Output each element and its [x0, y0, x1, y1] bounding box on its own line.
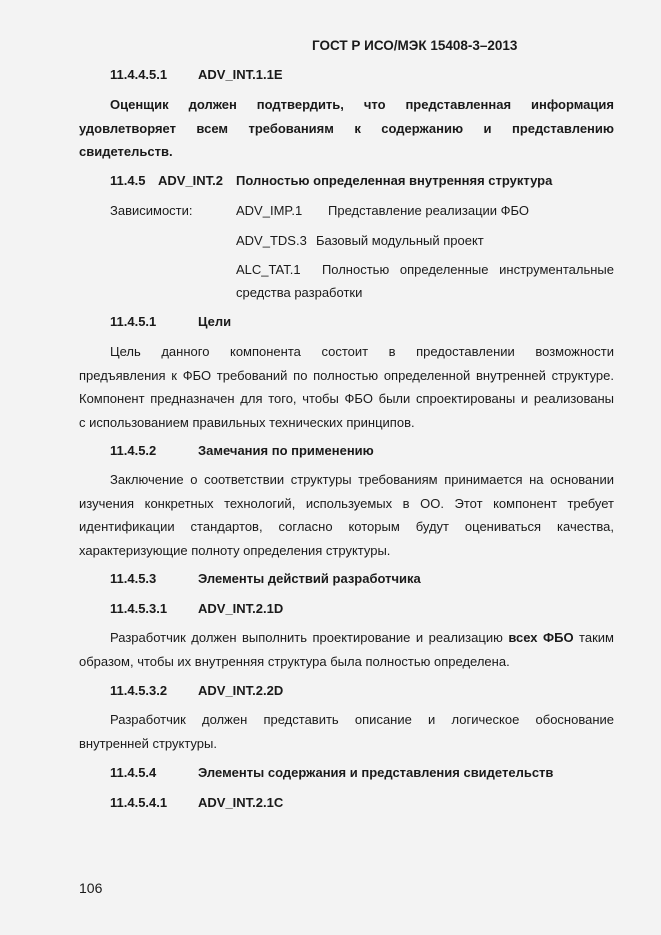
text-line: [79, 626, 614, 650]
section-title: ADV_INT.2.1D: [198, 601, 284, 616]
section-number: 11.4.5.4: [110, 765, 157, 780]
section-number: 11.4.5.4.1: [110, 795, 168, 810]
dependency-text: Базовый модульный проект: [316, 233, 484, 248]
section-number: 11.4.5: [110, 173, 146, 188]
dependencies-label: Зависимости:: [110, 203, 193, 218]
section-title: Элементы содержания и представления свидетельств: [198, 765, 554, 780]
text-run: Разработчик должен выполнить проектирование и реализацию: [110, 630, 509, 645]
standard-header: ГОСТ Р ИСО/МЭК 15408-3–2013: [312, 38, 518, 53]
text-line: Оценщик должен подтвердить, что представленная информация: [110, 97, 614, 112]
text-run-bold: всех ФБО: [508, 630, 574, 645]
text-line: удовлетворяет всем требованиям к содержанию и представлению: [79, 120, 614, 136]
dependency-code: ADV_IMP.1: [236, 203, 303, 218]
text-line: характеризующие полноту определения структуры.: [79, 542, 391, 558]
section-number: 11.4.5.2: [110, 443, 157, 458]
text-run: таким: [573, 630, 614, 645]
paragraph-developer-2: [79, 708, 614, 755]
section-title: ADV_INT.1.1E: [198, 67, 283, 82]
text-line: изучения конкретных технологий, используемых в ОО. Этот компонент требует: [79, 495, 614, 511]
section-title: Полностью определенная внутренняя структура: [236, 173, 553, 188]
paragraph-goals: [79, 340, 614, 434]
section-title: Цели: [198, 314, 232, 329]
page-number: 106: [79, 880, 103, 896]
text-line: образом, чтобы их внутренняя структура была полностью определена.: [79, 653, 510, 669]
text-line: Компонент предназначен для того, чтобы ФБО были спроектированы и реализованы: [79, 391, 614, 407]
dependency-text: Полностью определенные инструментальные: [321, 262, 614, 277]
text-line: предъявления к ФБО требований по полностью определенной внутренней структуре.: [79, 367, 614, 383]
dependency-item: [236, 262, 614, 278]
dependency-code: ALC_TAT.1: [236, 262, 301, 277]
dependency-code: ADV_TDS.3: [236, 233, 307, 248]
dependency-text-continued: средства разработки: [236, 285, 363, 300]
section-number: 11.4.5.3.1: [110, 601, 168, 616]
section-number: 11.4.4.5.1: [110, 67, 168, 82]
dependency-text: Представление реализации ФБО: [328, 203, 530, 218]
text-line: с использованием правильных технических принципов.: [79, 414, 415, 430]
text-line: идентификации стандартов, согласно которым будут оцениваться качества,: [79, 519, 614, 535]
component-code: ADV_INT.2: [158, 173, 224, 188]
paragraph-evaluator: [79, 93, 614, 164]
text-line: Цель данного компонента состоит в предоставлении возможности: [110, 344, 614, 359]
section-title: Элементы действий разработчика: [198, 571, 421, 586]
paragraph-notes: [79, 468, 614, 562]
paragraph-developer-1: [79, 626, 614, 673]
section-title: ADV_INT.2.1C: [198, 795, 284, 810]
section-number: 11.4.5.3: [110, 571, 157, 586]
section-number: 11.4.5.3.2: [110, 683, 168, 698]
section-title: ADV_INT.2.2D: [198, 683, 284, 698]
text-line: внутренней структуры.: [79, 735, 217, 751]
text-line: свидетельств.: [79, 144, 173, 160]
section-title: Замечания по применению: [198, 443, 374, 458]
text-line: Заключение о соответствии структуры требованиям принимается на основании: [110, 472, 614, 487]
section-number: 11.4.5.1: [110, 314, 157, 329]
text-line: Разработчик должен представить описание и логическое обоснование: [110, 712, 614, 727]
